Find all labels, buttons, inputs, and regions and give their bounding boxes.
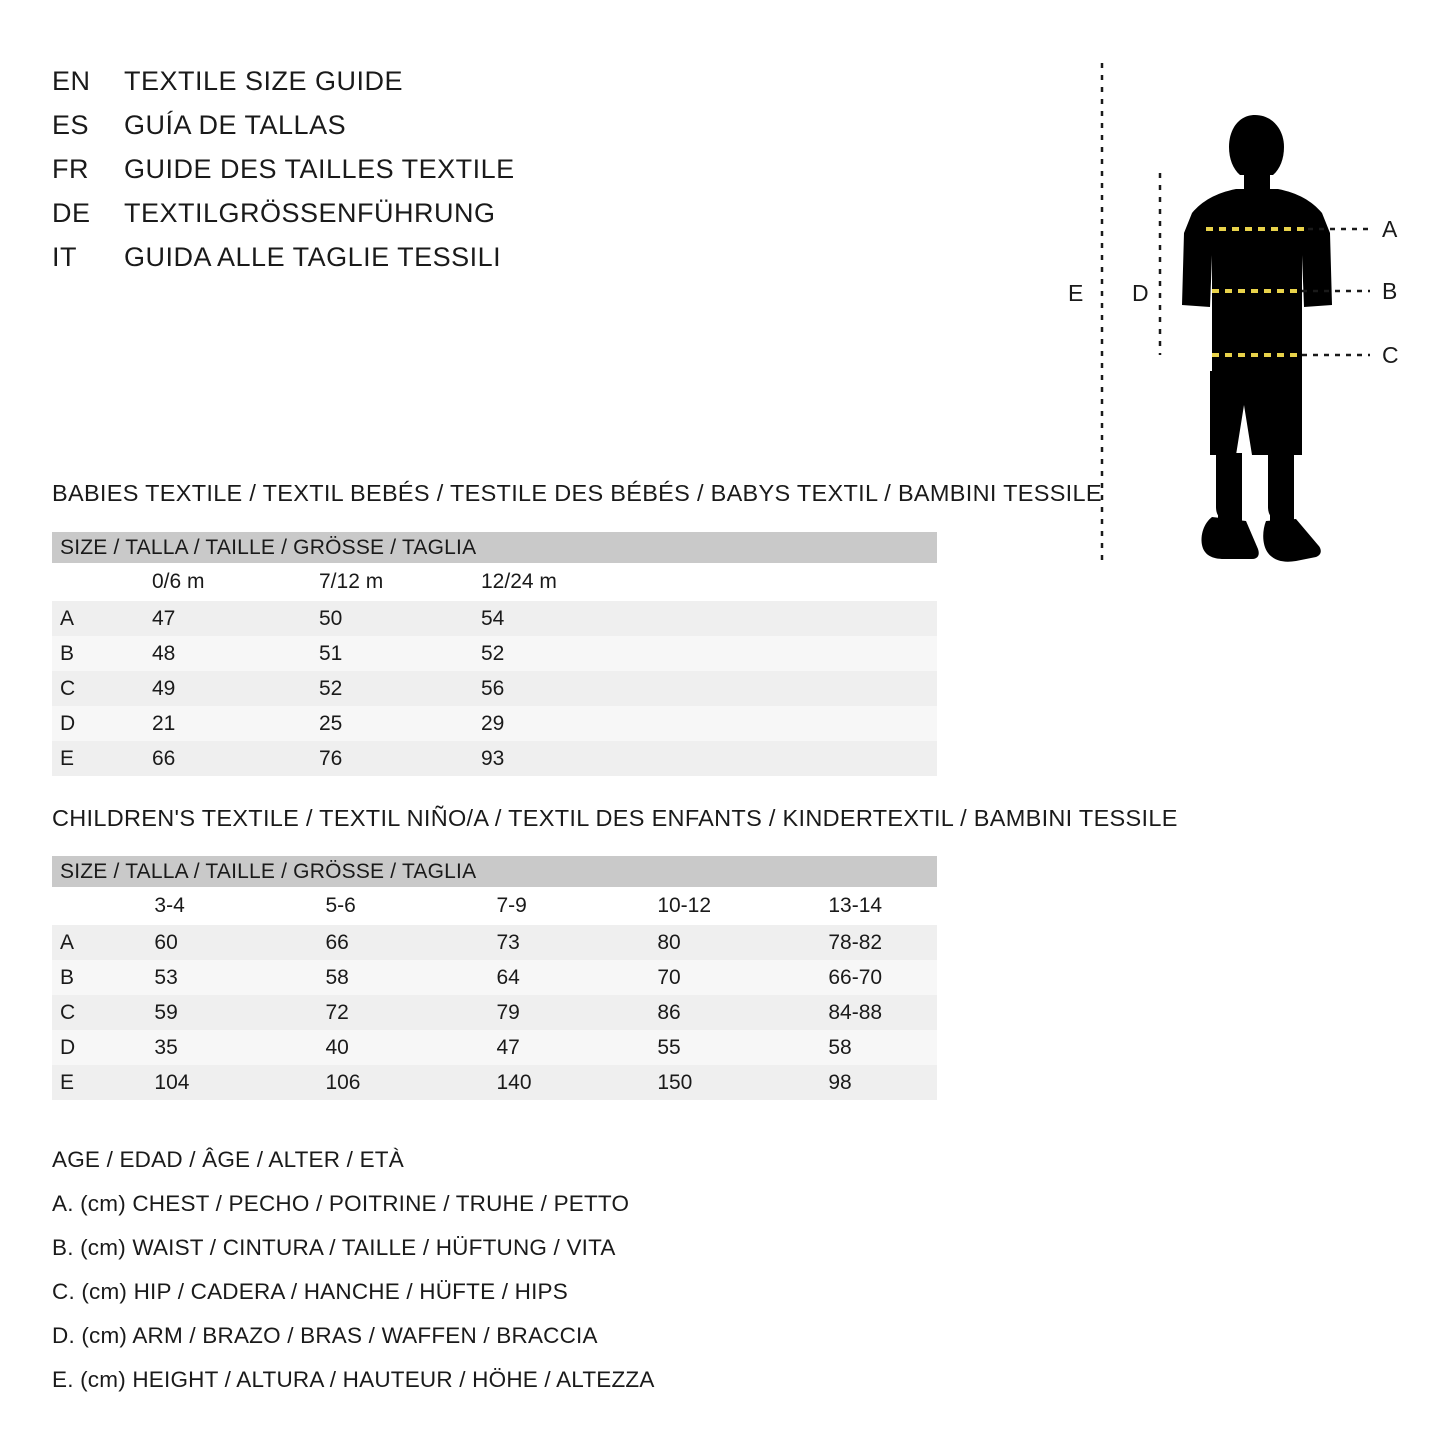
babies-size-table xyxy=(52,532,937,776)
title-text-es: GUÍA DE TALLAS xyxy=(124,110,347,140)
lang-code-it: IT xyxy=(52,242,77,272)
table-band-header xyxy=(52,532,937,563)
child-silhouette xyxy=(1182,115,1332,562)
babies-row-label-c: C xyxy=(52,671,151,706)
babies-b-0: 48 xyxy=(151,636,318,671)
children-row-label-d: D xyxy=(52,1030,153,1065)
children-d-2: 47 xyxy=(496,1030,657,1065)
children-d-1: 40 xyxy=(324,1030,495,1065)
babies-e-1: 76 xyxy=(318,741,480,776)
children-e-1: 106 xyxy=(324,1065,495,1100)
legend-line-age: AGE / EDAD / ÂGE / ALTER / ETÀ xyxy=(52,1147,404,1172)
children-c-4: 84-88 xyxy=(827,995,937,1030)
babies-band-label: SIZE / TALLA / TAILLE / GRÖSSE / TAGLIA xyxy=(52,532,937,563)
lang-code-de: DE xyxy=(52,198,91,228)
babies-d-0: 21 xyxy=(151,706,318,741)
table-row xyxy=(52,741,937,776)
children-section-heading: CHILDREN'S TEXTILE / TEXTIL NIÑO/A / TEXTIL DES ENFANTS / KINDERTEXTIL / BAMBINI TESSILE xyxy=(52,805,1178,831)
babies-b-2: 52 xyxy=(480,636,902,671)
children-d-3: 55 xyxy=(656,1030,827,1065)
table-row xyxy=(52,1030,937,1065)
table-row xyxy=(52,671,937,706)
title-text-it: GUIDA ALLE TAGLIE TESSILI xyxy=(124,242,502,272)
children-a-1: 66 xyxy=(324,925,495,960)
children-b-3: 70 xyxy=(656,960,827,995)
title-row-it xyxy=(52,242,692,286)
children-row-label-e: E xyxy=(52,1065,153,1100)
title-row-es xyxy=(52,110,692,154)
children-a-3: 80 xyxy=(656,925,827,960)
children-a-4: 78-82 xyxy=(827,925,937,960)
children-b-1: 58 xyxy=(324,960,495,995)
babies-a-0: 47 xyxy=(151,601,318,636)
table-row xyxy=(52,601,937,636)
babies-c-0: 49 xyxy=(151,671,318,706)
babies-e-0: 66 xyxy=(151,741,318,776)
children-col-2: 7-9 xyxy=(496,887,657,925)
children-d-0: 35 xyxy=(153,1030,324,1065)
children-a-2: 73 xyxy=(496,925,657,960)
children-row-label-c: C xyxy=(52,995,153,1030)
children-row-label-a: A xyxy=(52,925,153,960)
lang-code-en: EN xyxy=(52,66,91,96)
children-e-3: 150 xyxy=(656,1065,827,1100)
babies-b-1: 51 xyxy=(318,636,480,671)
babies-row-label-a: A xyxy=(52,601,151,636)
table-row xyxy=(52,960,937,995)
figure-label-d: D xyxy=(1132,280,1149,306)
children-e-0: 104 xyxy=(153,1065,324,1100)
lang-code-es: ES xyxy=(52,110,90,140)
children-b-4: 66-70 xyxy=(827,960,937,995)
table-row xyxy=(52,995,937,1030)
babies-col-0: 0/6 m xyxy=(151,563,318,601)
legend-line-d-arm: D. (cm) ARM / BRAZO / BRAS / WAFFEN / BRACCIA xyxy=(52,1323,598,1348)
title-row-de xyxy=(52,198,692,242)
legend-line-c-hip: C. (cm) HIP / CADERA / HANCHE / HÜFTE / HIPS xyxy=(52,1279,568,1304)
children-b-0: 53 xyxy=(153,960,324,995)
babies-row-label-e: E xyxy=(52,741,151,776)
row-spacer xyxy=(902,706,937,741)
children-e-4: 98 xyxy=(827,1065,937,1100)
children-band-label: SIZE / TALLA / TAILLE / GRÖSSE / TAGLIA xyxy=(52,856,937,887)
children-size-table xyxy=(52,856,937,1100)
babies-column-headers xyxy=(52,563,937,601)
legend-line-e-height: E. (cm) HEIGHT / ALTURA / HAUTEUR / HÖHE / ALTEZZA xyxy=(52,1367,655,1392)
babies-col-2: 12/24 m xyxy=(480,563,902,601)
children-col-1: 5-6 xyxy=(324,887,495,925)
corner-cell xyxy=(52,887,153,925)
measurement-legend xyxy=(52,1138,952,1402)
children-b-2: 64 xyxy=(496,960,657,995)
children-col-4: 13-14 xyxy=(827,887,937,925)
children-row-label-b: B xyxy=(52,960,153,995)
babies-c-2: 56 xyxy=(480,671,902,706)
row-spacer xyxy=(902,741,937,776)
legend-line-a-chest: A. (cm) CHEST / PECHO / POITRINE / TRUHE / PETTO xyxy=(52,1191,630,1216)
table-band-header xyxy=(52,856,937,887)
table-row xyxy=(52,1065,937,1100)
babies-a-1: 50 xyxy=(318,601,480,636)
row-spacer xyxy=(902,671,937,706)
title-text-en: TEXTILE SIZE GUIDE xyxy=(124,66,404,96)
figure-label-a: A xyxy=(1382,216,1398,242)
children-e-2: 140 xyxy=(496,1065,657,1100)
babies-c-1: 52 xyxy=(318,671,480,706)
children-col-3: 10-12 xyxy=(656,887,827,925)
figure-label-b: B xyxy=(1382,278,1398,304)
row-spacer xyxy=(902,636,937,671)
babies-d-1: 25 xyxy=(318,706,480,741)
title-text-fr: GUIDE DES TAILLES TEXTILE xyxy=(124,154,515,184)
table-row xyxy=(52,636,937,671)
children-column-headers xyxy=(52,887,937,925)
title-block xyxy=(52,66,692,286)
babies-a-2: 54 xyxy=(480,601,902,636)
children-c-3: 86 xyxy=(656,995,827,1030)
figure-label-e: E xyxy=(1068,280,1084,306)
title-row-fr xyxy=(52,154,692,198)
babies-e-2: 93 xyxy=(480,741,902,776)
babies-row-label-b: B xyxy=(52,636,151,671)
table-row xyxy=(52,706,937,741)
babies-row-label-d: D xyxy=(52,706,151,741)
title-text-de: TEXTILGRÖSSENFÜHRUNG xyxy=(124,198,496,228)
children-d-4: 58 xyxy=(827,1030,937,1065)
children-c-1: 72 xyxy=(324,995,495,1030)
lang-code-fr: FR xyxy=(52,154,89,184)
babies-col-spacer xyxy=(902,563,937,601)
children-col-0: 3-4 xyxy=(153,887,324,925)
babies-d-2: 29 xyxy=(480,706,902,741)
figure-label-c: C xyxy=(1382,342,1399,368)
legend-line-b-waist: B. (cm) WAIST / CINTURA / TAILLE / HÜFTUNG / VITA xyxy=(52,1235,616,1260)
babies-col-1: 7/12 m xyxy=(318,563,480,601)
corner-cell xyxy=(52,563,151,601)
row-spacer xyxy=(902,601,937,636)
babies-section-heading: BABIES TEXTILE / TEXTIL BEBÉS / TESTILE DES BÉBÉS / BABYS TEXTIL / BAMBINI TESSILE xyxy=(52,480,1102,506)
table-row xyxy=(52,925,937,960)
children-c-2: 79 xyxy=(496,995,657,1030)
children-c-0: 59 xyxy=(153,995,324,1030)
children-a-0: 60 xyxy=(153,925,324,960)
title-row-en xyxy=(52,66,692,110)
